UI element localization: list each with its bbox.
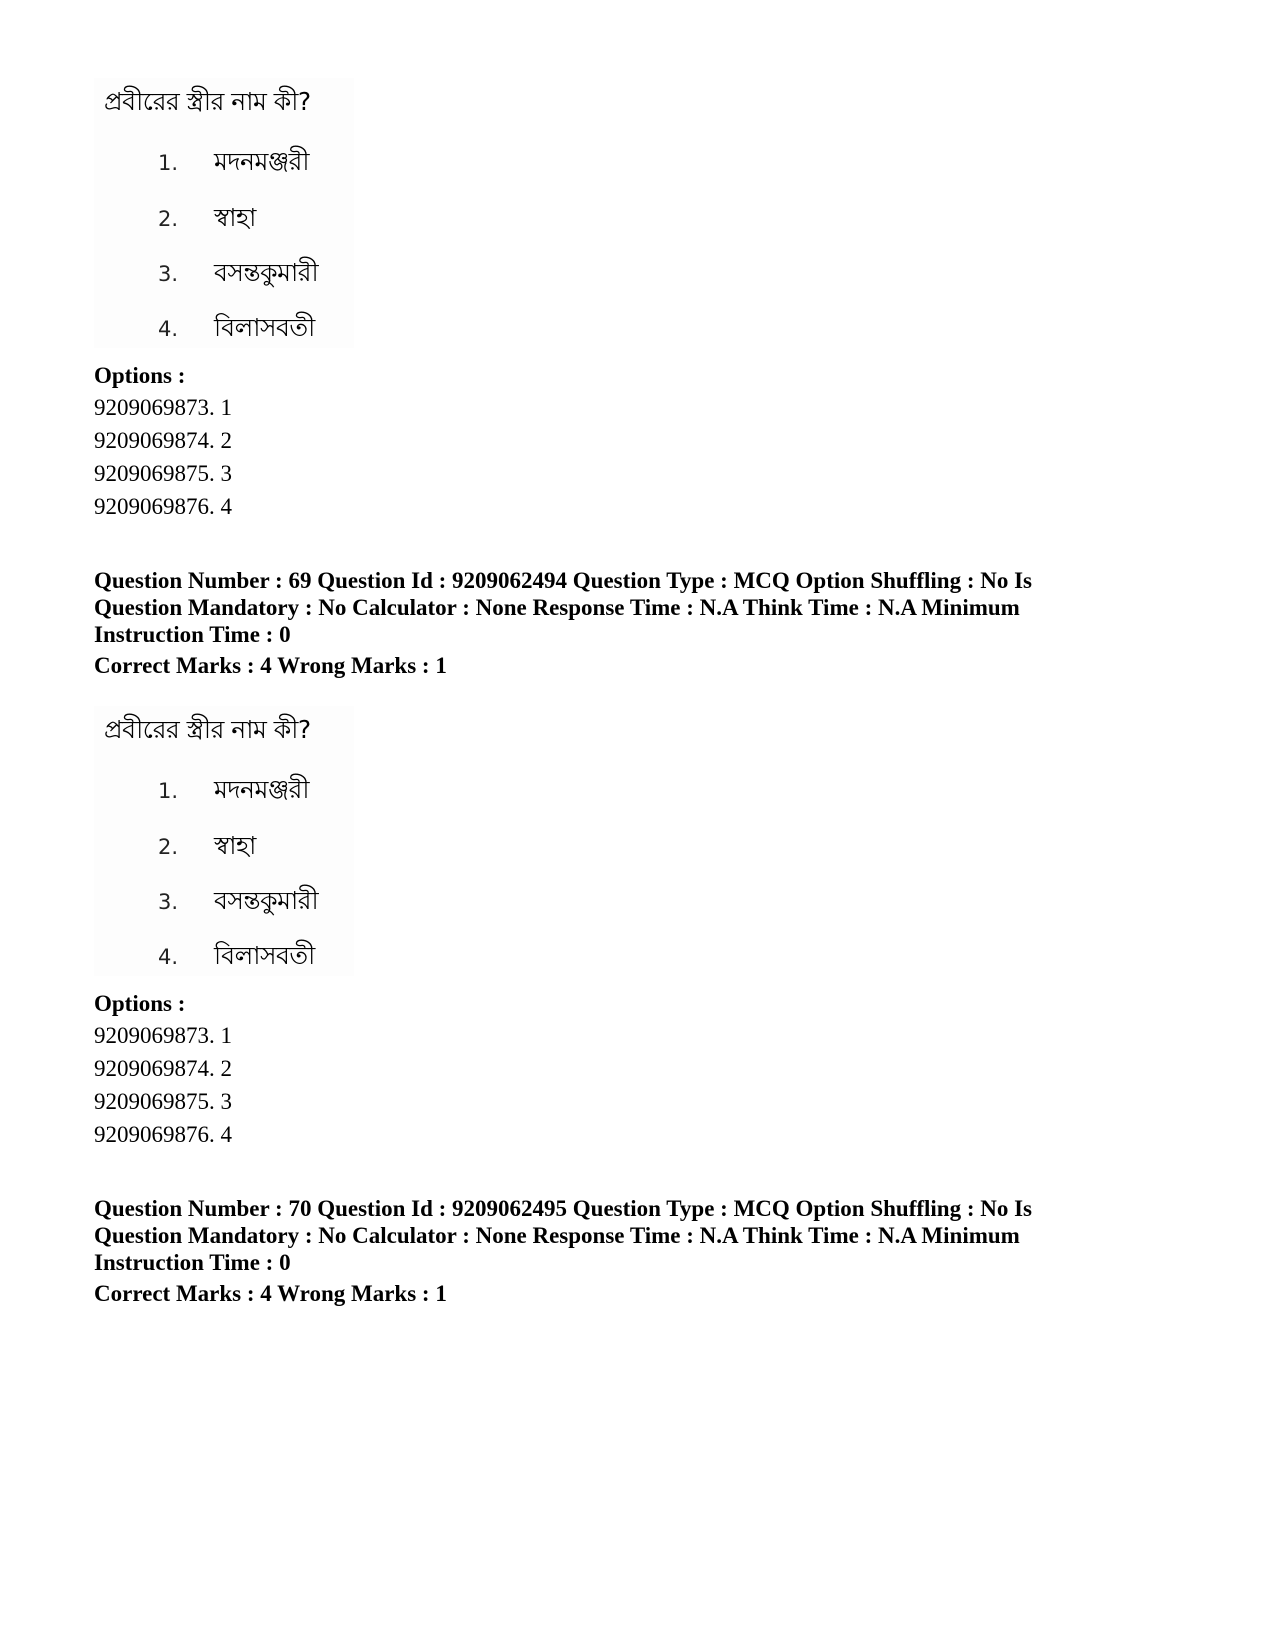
option-line: 9209069874. 2	[94, 1056, 232, 1081]
question-choice: 1. মদনমঞ্জরী	[158, 775, 310, 804]
question-choice: 1. মদনমঞ্জরী	[158, 147, 310, 176]
question-text: প্রবীরের স্ত্রীর নাম কী?	[104, 87, 311, 116]
option-line: 9209069873. 1	[94, 1023, 232, 1048]
options-heading: Options :	[94, 991, 186, 1016]
option-line: 9209069874. 2	[94, 428, 232, 453]
option-line: 9209069875. 3	[94, 1089, 232, 1114]
question-meta: Question Number : 70 Question Id : 9209062495 Question Type : MCQ Option Shuffling : No Is Question Mandatory : No Calculator : None Response Time : N.A Think Time : N.A Minimum Instruction Time : 0	[94, 1196, 1033, 1275]
question-text: প্রবীরের স্ত্রীর নাম কী?	[104, 715, 311, 744]
question-marks: Correct Marks : 4 Wrong Marks : 1	[94, 653, 447, 678]
question-choice: 2. স্বাহা	[158, 831, 256, 860]
question-choice: 4. বিলাসবতী	[158, 941, 315, 970]
question-choice: 3. বসন্তকুমারী	[158, 886, 319, 915]
question-meta: Question Number : 69 Question Id : 9209062494 Question Type : MCQ Option Shuffling : No Is Question Mandatory : No Calculator : None Response Time : N.A Think Time : N.A Minimum Instruction Time : 0	[94, 568, 1033, 647]
question-image	[94, 78, 354, 348]
options-heading: Options :	[94, 363, 186, 388]
question-choice: 4. বিলাসবতী	[158, 313, 315, 342]
question-marks: Correct Marks : 4 Wrong Marks : 1	[94, 1281, 447, 1306]
question-choice: 2. স্বাহা	[158, 203, 256, 232]
question-image	[94, 706, 354, 976]
option-line: 9209069875. 3	[94, 461, 232, 486]
option-line: 9209069876. 4	[94, 494, 232, 519]
question-choice: 3. বসন্তকুমারী	[158, 258, 319, 287]
option-line: 9209069876. 4	[94, 1122, 232, 1147]
option-line: 9209069873. 1	[94, 395, 232, 420]
